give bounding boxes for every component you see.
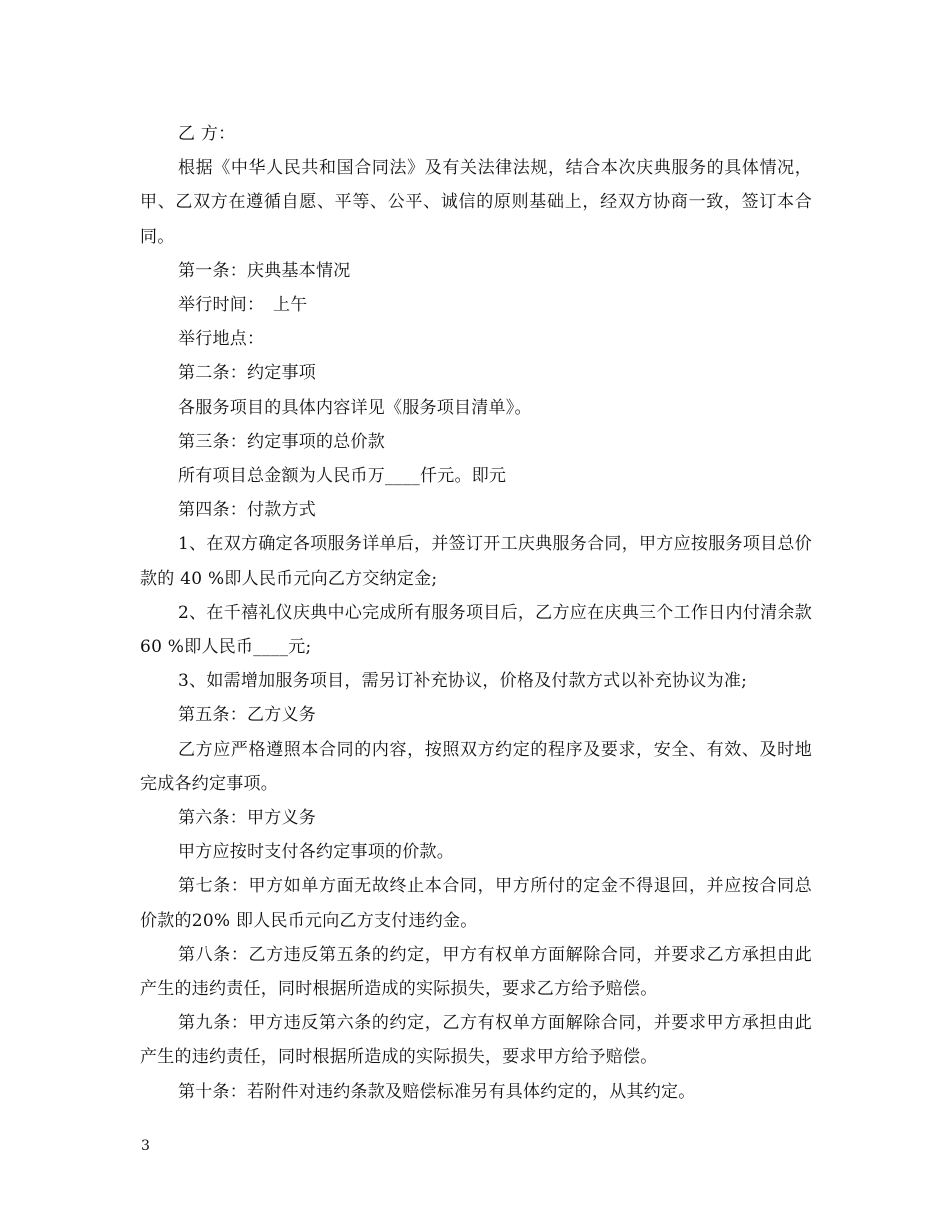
preamble-paragraph: 根据《中华人民共和国合同法》及有关法律法规，结合本次庆典服务的具体情况，甲、乙双方在遵循自愿、平等、公平、诚信的原则基础上，经双方协商一致，签订本合同。 [140,158,812,247]
article-7-paragraph: 第七条：甲方如单方面无故终止本合同，甲方所付的定金不得退回，并应按合同总价款的20% 即人民币元向乙方支付违约金。 [140,876,812,931]
article-5-body: 乙方应严格遵照本合同的内容，按照双方约定的程序及要求，安全、有效、及时地完成各约定事项。 [140,739,812,794]
payment-clause-1: 1、在双方确定各项服务详单后，并签订开工庆典服务合同，甲方应按服务项目总价款的 40 %即人民币元向乙方交纳定金; [140,534,812,589]
article-6-body: 甲方应按时支付各约定事项的价款。 [178,842,454,863]
payment-clause-2: 2、在千禧礼仪庆典中心完成所有服务项目后，乙方应在庆典三个工作日内付清余款60 %即人民币____元; [140,602,812,658]
article-6-heading: 第六条：甲方义务 [178,808,316,829]
article-3-heading: 第三条：约定事项的总价款 [178,431,385,452]
event-time-line: 举行时间： 上午 [178,295,308,316]
article-2-body: 各服务项目的具体内容详见《服务项目清单》。 [178,397,532,418]
page-number: 3 [141,1138,150,1154]
payment-clause-3: 3、如需增加服务项目，需另订补充协议，价格及付款方式以补充协议为准; [178,671,748,692]
article-3-body: 所有项目总金额为人民币万____仟元。即元 [178,466,507,487]
article-10-paragraph: 第十条：若附件对违约条款及赔偿标准另有具体约定的，从其约定。 [178,1081,696,1102]
article-2-heading: 第二条：约定事项 [178,363,316,384]
article-5-heading: 第五条：乙方义务 [178,705,316,726]
article-1-heading: 第一条：庆典基本情况 [178,260,351,281]
article-8-paragraph: 第八条：乙方违反第五条的约定，甲方有权单方面解除合同，并要求乙方承担由此产生的违约责任，同时根据所造成的实际损失，要求乙方给予赔偿。 [140,944,812,1000]
article-4-heading: 第四条：付款方式 [178,500,316,521]
document-body [140,117,812,1109]
article-9-paragraph: 第九条：甲方违反第六条的约定，乙方有权单方面解除合同，并要求甲方承担由此产生的违约责任，同时根据所造成的实际损失，要求甲方给予赔偿。 [140,1013,812,1068]
event-location-line: 举行地点： [178,329,265,350]
party-b-line: 乙 方： [178,124,236,144]
